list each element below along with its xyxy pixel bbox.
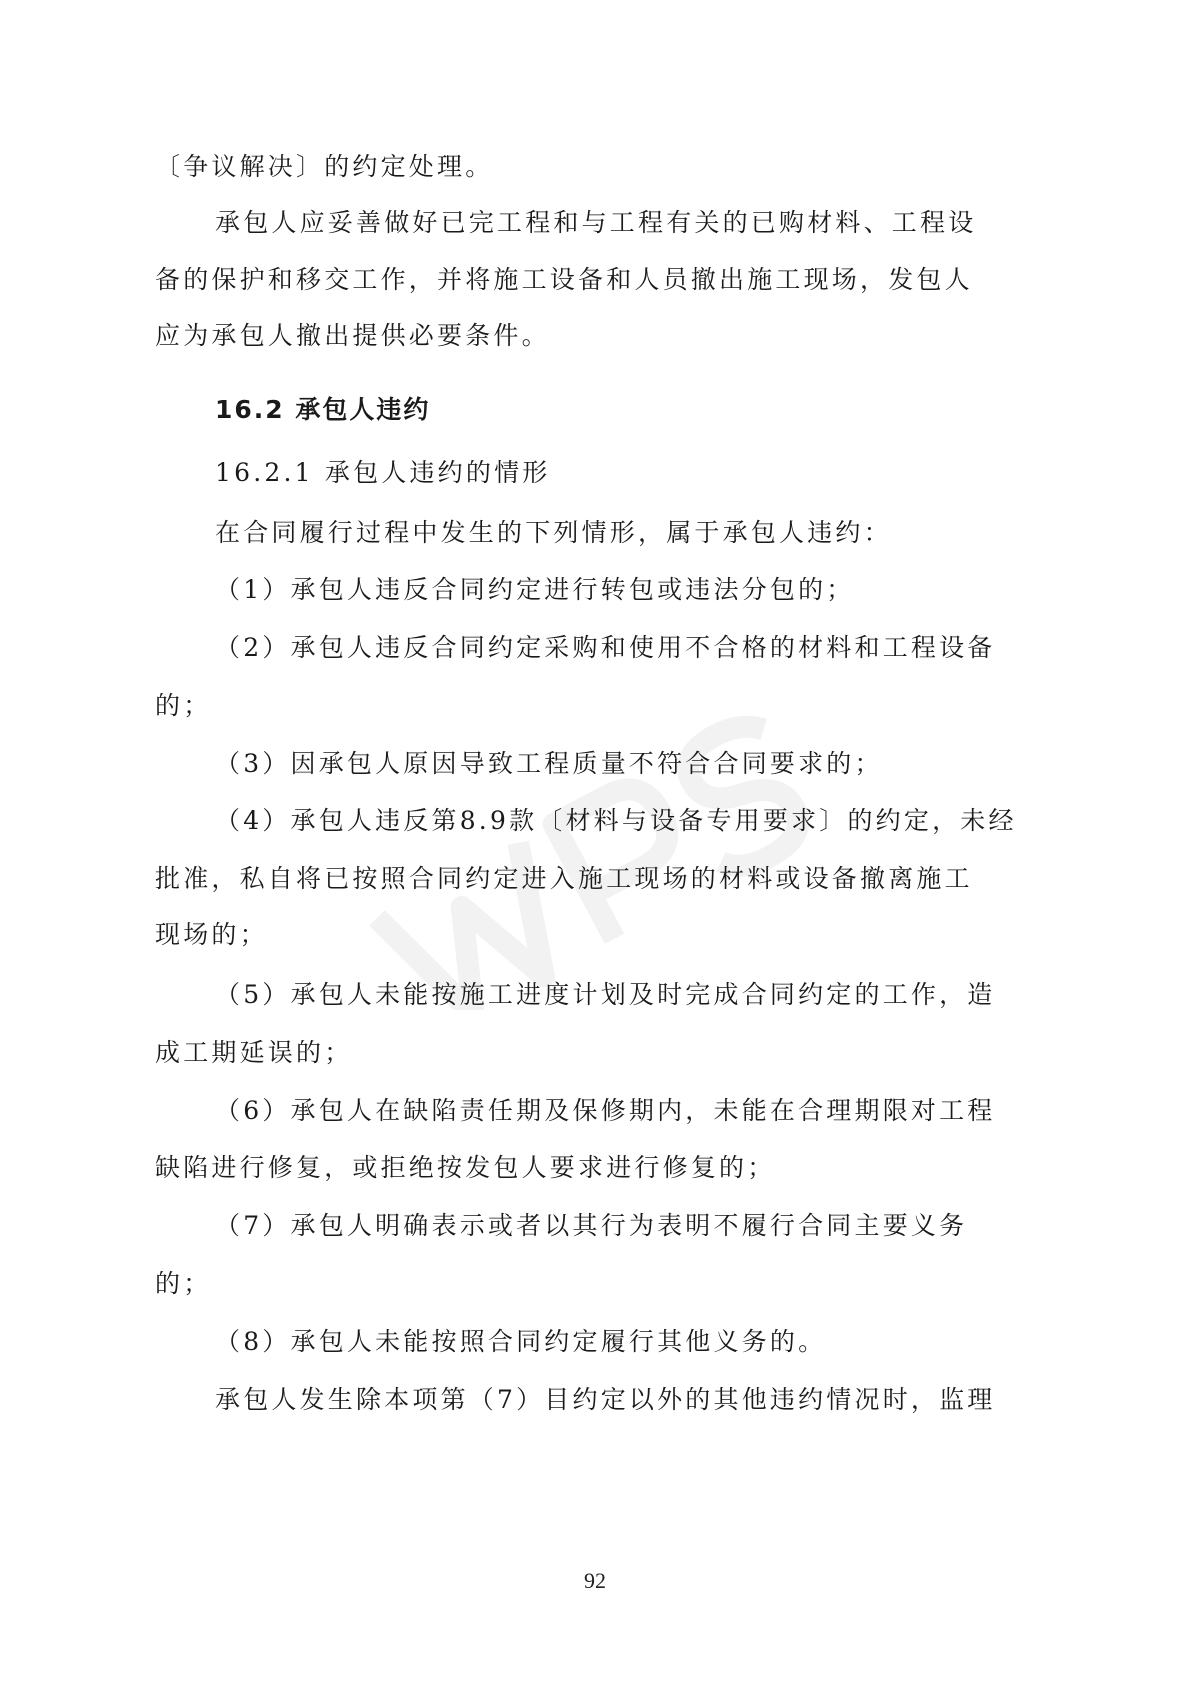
section-heading: 16.2 承包人违约 bbox=[215, 395, 431, 424]
list-item: （3）因承包人原因导致工程质量不符合合同要求的； bbox=[215, 749, 883, 778]
list-item: （1）承包人违反合同约定进行转包或违法分包的； bbox=[215, 575, 855, 604]
text-line: 备的保护和移交工作，并将施工设备和人员撤出施工现场，发包人 bbox=[155, 265, 973, 294]
list-item: （8）承包人未能按照合同约定履行其他义务的。 bbox=[215, 1327, 827, 1356]
text-line: 现场的； bbox=[155, 920, 268, 949]
list-item: （6）承包人在缺陷责任期及保修期内，未能在合理期限对工程 bbox=[215, 1096, 996, 1125]
text-line: 〔争议解决〕的约定处理。 bbox=[155, 152, 494, 181]
list-item: （2）承包人违反合同约定采购和使用不合格的材料和工程设备 bbox=[215, 633, 996, 662]
text-line: 承包人应妥善做好已完工程和与工程有关的已购材料、工程设 bbox=[215, 208, 977, 237]
text-line: 承包人发生除本项第（7）目约定以外的其他违约情况时，监理 bbox=[215, 1385, 996, 1414]
text-line: 的； bbox=[155, 691, 212, 720]
text-line: 在合同履行过程中发生的下列情形，属于承包人违约： bbox=[215, 518, 892, 547]
text-line: 成工期延误的； bbox=[155, 1038, 353, 1067]
page-number: 92 bbox=[584, 1568, 606, 1593]
wps-watermark-icon bbox=[330, 690, 850, 1010]
text-line: 应为承包人撤出提供必要条件。 bbox=[155, 321, 550, 350]
text-line: 缺陷进行修复，或拒绝按发包人要求进行修复的； bbox=[155, 1153, 776, 1182]
text-line: 批准，私自将已按照合同约定进入施工现场的材料或设备撤离施工 bbox=[155, 864, 973, 893]
subsection-heading: 16.2.1 承包人违约的情形 bbox=[215, 458, 551, 487]
text-line: 的； bbox=[155, 1269, 212, 1298]
list-item: （5）承包人未能按施工进度计划及时完成合同约定的工作，造 bbox=[215, 980, 996, 1009]
list-item: （4）承包人违反第8.9款〔材料与设备专用要求〕的约定，未经 bbox=[215, 806, 1017, 835]
list-item: （7）承包人明确表示或者以其行为表明不履行合同主要义务 bbox=[215, 1211, 968, 1240]
